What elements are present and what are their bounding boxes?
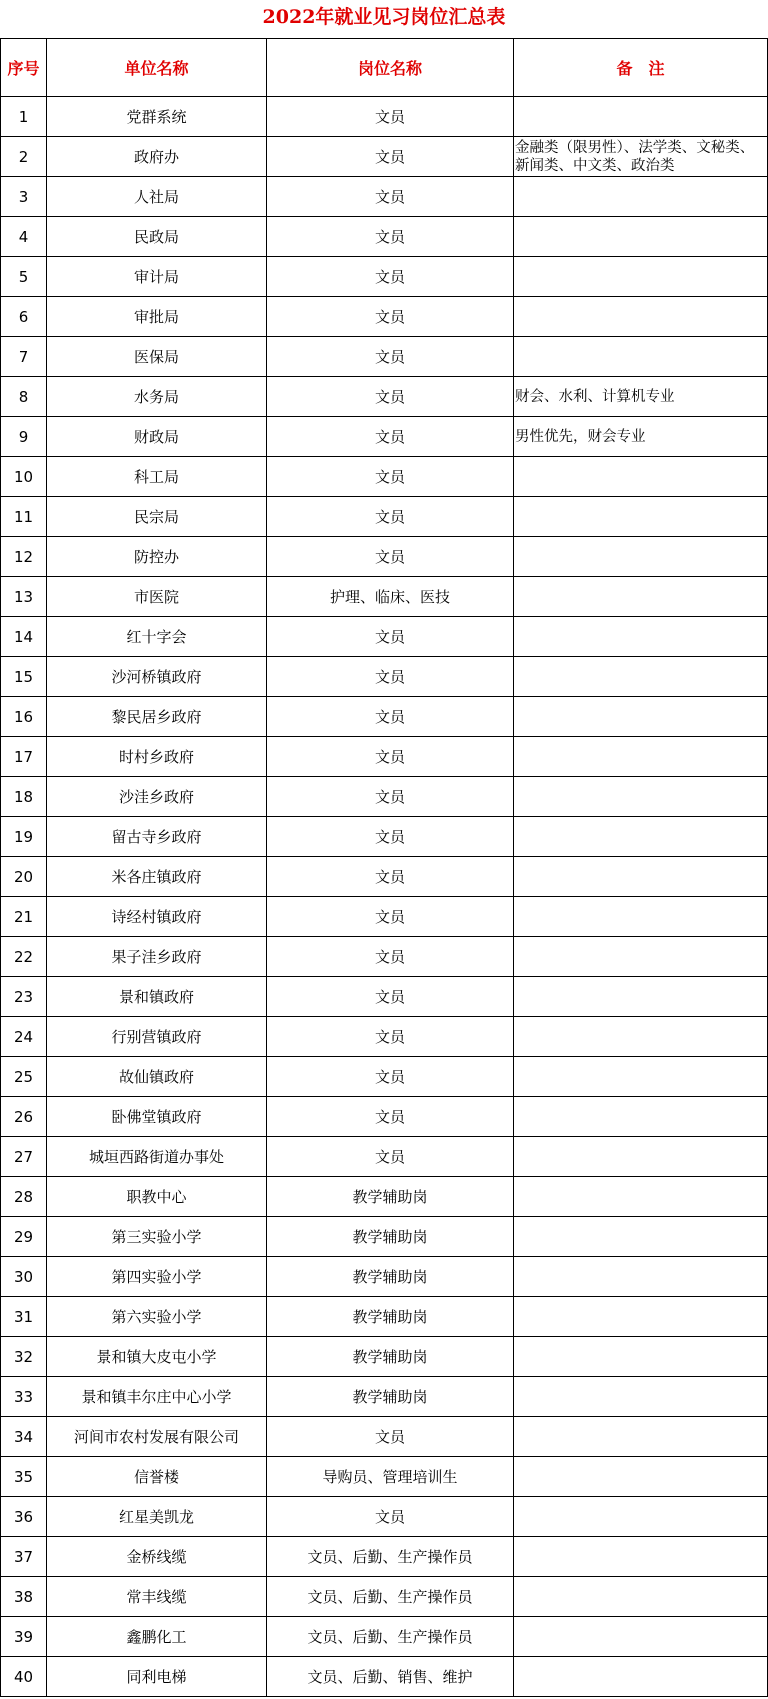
cell-post: 文员 [267, 497, 514, 537]
cell-note [514, 1137, 768, 1177]
cell-post: 文员 [267, 1057, 514, 1097]
table-row [1, 1297, 768, 1337]
cell-index: 18 [1, 777, 47, 817]
cell-note [514, 617, 768, 657]
cell-note [514, 657, 768, 697]
cell-unit: 河间市农村发展有限公司 [47, 1417, 267, 1457]
table-row [1, 97, 768, 137]
cell-index: 8 [1, 377, 47, 417]
cell-post: 文员 [267, 697, 514, 737]
cell-index: 15 [1, 657, 47, 697]
cell-post: 文员 [267, 777, 514, 817]
table-row [1, 217, 768, 257]
cell-note [514, 1057, 768, 1097]
cell-note [514, 257, 768, 297]
table-row [1, 1337, 768, 1377]
cell-unit: 常丰线缆 [47, 1577, 267, 1617]
cell-note [514, 177, 768, 217]
cell-post: 教学辅助岗 [267, 1177, 514, 1217]
cell-post: 文员 [267, 417, 514, 457]
cell-index: 21 [1, 897, 47, 937]
table-row [1, 1057, 768, 1097]
cell-index: 30 [1, 1257, 47, 1297]
cell-unit: 黎民居乡政府 [47, 697, 267, 737]
cell-index: 6 [1, 297, 47, 337]
table-row [1, 897, 768, 937]
cell-post: 文员 [267, 817, 514, 857]
table-row [1, 497, 768, 537]
cell-post: 文员 [267, 297, 514, 337]
cell-note: 财会、水利、计算机专业 [514, 377, 768, 417]
cell-unit: 政府办 [47, 137, 267, 177]
cell-index: 35 [1, 1457, 47, 1497]
cell-note [514, 97, 768, 137]
cell-unit: 红星美凯龙 [47, 1497, 267, 1537]
cell-post: 教学辅助岗 [267, 1337, 514, 1377]
cell-note [514, 1497, 768, 1537]
table-row [1, 1017, 768, 1057]
cell-post: 文员、后勤、生产操作员 [267, 1617, 514, 1657]
cell-unit: 职教中心 [47, 1177, 267, 1217]
cell-index: 11 [1, 497, 47, 537]
cell-unit: 科工局 [47, 457, 267, 497]
cell-index: 17 [1, 737, 47, 777]
table-row [1, 1417, 768, 1457]
cell-post: 文员 [267, 1497, 514, 1537]
cell-unit: 米各庄镇政府 [47, 857, 267, 897]
cell-unit: 景和镇大皮屯小学 [47, 1337, 267, 1377]
header-post: 岗位名称 [267, 39, 514, 97]
cell-unit: 留古寺乡政府 [47, 817, 267, 857]
cell-unit: 财政局 [47, 417, 267, 457]
table-row [1, 817, 768, 857]
cell-unit: 鑫鹏化工 [47, 1617, 267, 1657]
cell-index: 9 [1, 417, 47, 457]
table-row [1, 297, 768, 337]
cell-index: 14 [1, 617, 47, 657]
cell-post: 文员 [267, 337, 514, 377]
table-row [1, 1617, 768, 1657]
cell-index: 4 [1, 217, 47, 257]
table-row [1, 1657, 768, 1697]
cell-index: 38 [1, 1577, 47, 1617]
table-row [1, 737, 768, 777]
cell-unit: 果子洼乡政府 [47, 937, 267, 977]
table-row [1, 697, 768, 737]
cell-unit: 景和镇丰尔庄中心小学 [47, 1377, 267, 1417]
cell-post: 文员 [267, 857, 514, 897]
cell-unit: 第四实验小学 [47, 1257, 267, 1297]
cell-post: 教学辅助岗 [267, 1297, 514, 1337]
cell-note [514, 1177, 768, 1217]
cell-note [514, 577, 768, 617]
cell-index: 23 [1, 977, 47, 1017]
table-row [1, 617, 768, 657]
page-title: 2022年就业见习岗位汇总表 [262, 6, 506, 28]
header-unit: 单位名称 [47, 39, 267, 97]
table-row [1, 1497, 768, 1537]
cell-post: 文员 [267, 1097, 514, 1137]
cell-unit: 民宗局 [47, 497, 267, 537]
cell-post: 文员 [267, 97, 514, 137]
cell-unit: 人社局 [47, 177, 267, 217]
cell-post: 文员 [267, 897, 514, 937]
cell-post: 文员、后勤、生产操作员 [267, 1537, 514, 1577]
cell-post: 教学辅助岗 [267, 1257, 514, 1297]
cell-post: 文员 [267, 177, 514, 217]
header-row [1, 39, 768, 97]
cell-post: 文员 [267, 457, 514, 497]
cell-note [514, 777, 768, 817]
cell-note [514, 1217, 768, 1257]
cell-note [514, 1017, 768, 1057]
table-row [1, 137, 768, 177]
cell-unit: 审计局 [47, 257, 267, 297]
cell-unit: 水务局 [47, 377, 267, 417]
cell-post: 文员 [267, 217, 514, 257]
cell-unit: 防控办 [47, 537, 267, 577]
cell-post: 导购员、管理培训生 [267, 1457, 514, 1497]
table-row [1, 1137, 768, 1177]
cell-index: 27 [1, 1137, 47, 1177]
cell-note [514, 1657, 768, 1697]
table-row [1, 1377, 768, 1417]
table-row [1, 937, 768, 977]
cell-note [514, 1577, 768, 1617]
cell-post: 文员、后勤、销售、维护 [267, 1657, 514, 1697]
cell-index: 31 [1, 1297, 47, 1337]
table-row [1, 177, 768, 217]
cell-index: 7 [1, 337, 47, 377]
cell-unit: 故仙镇政府 [47, 1057, 267, 1097]
cell-index: 32 [1, 1337, 47, 1377]
cell-index: 24 [1, 1017, 47, 1057]
cell-unit: 时村乡政府 [47, 737, 267, 777]
cell-unit: 第六实验小学 [47, 1297, 267, 1337]
cell-post: 文员 [267, 1137, 514, 1177]
cell-note [514, 977, 768, 1017]
cell-post: 文员 [267, 137, 514, 177]
cell-post: 文员 [267, 937, 514, 977]
cell-note [514, 897, 768, 937]
cell-post: 文员 [267, 977, 514, 1017]
table-row [1, 377, 768, 417]
cell-unit: 党群系统 [47, 97, 267, 137]
cell-index: 16 [1, 697, 47, 737]
table-row [1, 577, 768, 617]
table-row [1, 1457, 768, 1497]
cell-index: 22 [1, 937, 47, 977]
cell-note [514, 537, 768, 577]
cell-post: 文员 [267, 377, 514, 417]
cell-note: 男性优先，财会专业 [514, 417, 768, 457]
cell-unit: 城垣西路街道办事处 [47, 1137, 267, 1177]
cell-post: 文员 [267, 657, 514, 697]
cell-note [514, 497, 768, 537]
cell-unit: 第三实验小学 [47, 1217, 267, 1257]
table-row [1, 777, 768, 817]
cell-index: 34 [1, 1417, 47, 1457]
table-row [1, 257, 768, 297]
cell-post: 文员 [267, 737, 514, 777]
cell-note [514, 1377, 768, 1417]
table-row [1, 457, 768, 497]
table-row [1, 417, 768, 457]
cell-index: 25 [1, 1057, 47, 1097]
cell-post: 教学辅助岗 [267, 1377, 514, 1417]
table-row [1, 337, 768, 377]
cell-post: 文员 [267, 257, 514, 297]
cell-unit: 市医院 [47, 577, 267, 617]
cell-note [514, 297, 768, 337]
cell-post: 文员 [267, 1417, 514, 1457]
header-index: 序号 [1, 39, 47, 97]
table-row [1, 857, 768, 897]
table-row [1, 1257, 768, 1297]
cell-post: 文员 [267, 617, 514, 657]
cell-note [514, 1297, 768, 1337]
cell-unit: 红十字会 [47, 617, 267, 657]
cell-index: 2 [1, 137, 47, 177]
cell-index: 3 [1, 177, 47, 217]
cell-post: 教学辅助岗 [267, 1217, 514, 1257]
cell-index: 33 [1, 1377, 47, 1417]
cell-note [514, 817, 768, 857]
cell-unit: 民政局 [47, 217, 267, 257]
cell-index: 36 [1, 1497, 47, 1537]
cell-unit: 景和镇政府 [47, 977, 267, 1017]
cell-index: 40 [1, 1657, 47, 1697]
table-row [1, 1097, 768, 1137]
cell-index: 13 [1, 577, 47, 617]
job-table [0, 38, 768, 1697]
cell-note [514, 337, 768, 377]
cell-index: 10 [1, 457, 47, 497]
cell-index: 26 [1, 1097, 47, 1137]
cell-note [514, 217, 768, 257]
cell-note [514, 1257, 768, 1297]
cell-index: 37 [1, 1537, 47, 1577]
table-row [1, 537, 768, 577]
cell-post: 文员、后勤、生产操作员 [267, 1577, 514, 1617]
cell-unit: 医保局 [47, 337, 267, 377]
cell-unit: 信誉楼 [47, 1457, 267, 1497]
table-row [1, 1217, 768, 1257]
cell-unit: 诗经村镇政府 [47, 897, 267, 937]
cell-unit: 沙洼乡政府 [47, 777, 267, 817]
cell-note [514, 937, 768, 977]
cell-post: 护理、临床、医技 [267, 577, 514, 617]
cell-unit: 沙河桥镇政府 [47, 657, 267, 697]
cell-index: 20 [1, 857, 47, 897]
table-row [1, 657, 768, 697]
table-row [1, 977, 768, 1017]
cell-index: 19 [1, 817, 47, 857]
cell-note: 金融类（限男性）、法学类、文秘类、新闻类、中文类、政治类 [514, 137, 768, 177]
cell-post: 文员 [267, 537, 514, 577]
cell-index: 29 [1, 1217, 47, 1257]
cell-unit: 行别营镇政府 [47, 1017, 267, 1057]
cell-note [514, 1617, 768, 1657]
cell-index: 28 [1, 1177, 47, 1217]
table-row [1, 1577, 768, 1617]
cell-unit: 卧佛堂镇政府 [47, 1097, 267, 1137]
cell-note [514, 1457, 768, 1497]
cell-note [514, 457, 768, 497]
cell-note [514, 1537, 768, 1577]
cell-unit: 审批局 [47, 297, 267, 337]
cell-note [514, 1417, 768, 1457]
cell-unit: 金桥线缆 [47, 1537, 267, 1577]
cell-note [514, 697, 768, 737]
cell-index: 39 [1, 1617, 47, 1657]
cell-unit: 同利电梯 [47, 1657, 267, 1697]
cell-note [514, 1097, 768, 1137]
cell-index: 12 [1, 537, 47, 577]
table-row [1, 1177, 768, 1217]
cell-index: 5 [1, 257, 47, 297]
cell-index: 1 [1, 97, 47, 137]
cell-note [514, 737, 768, 777]
table-row [1, 1537, 768, 1577]
cell-note [514, 857, 768, 897]
cell-note [514, 1337, 768, 1377]
header-note: 备 注 [514, 39, 768, 97]
cell-post: 文员 [267, 1017, 514, 1057]
